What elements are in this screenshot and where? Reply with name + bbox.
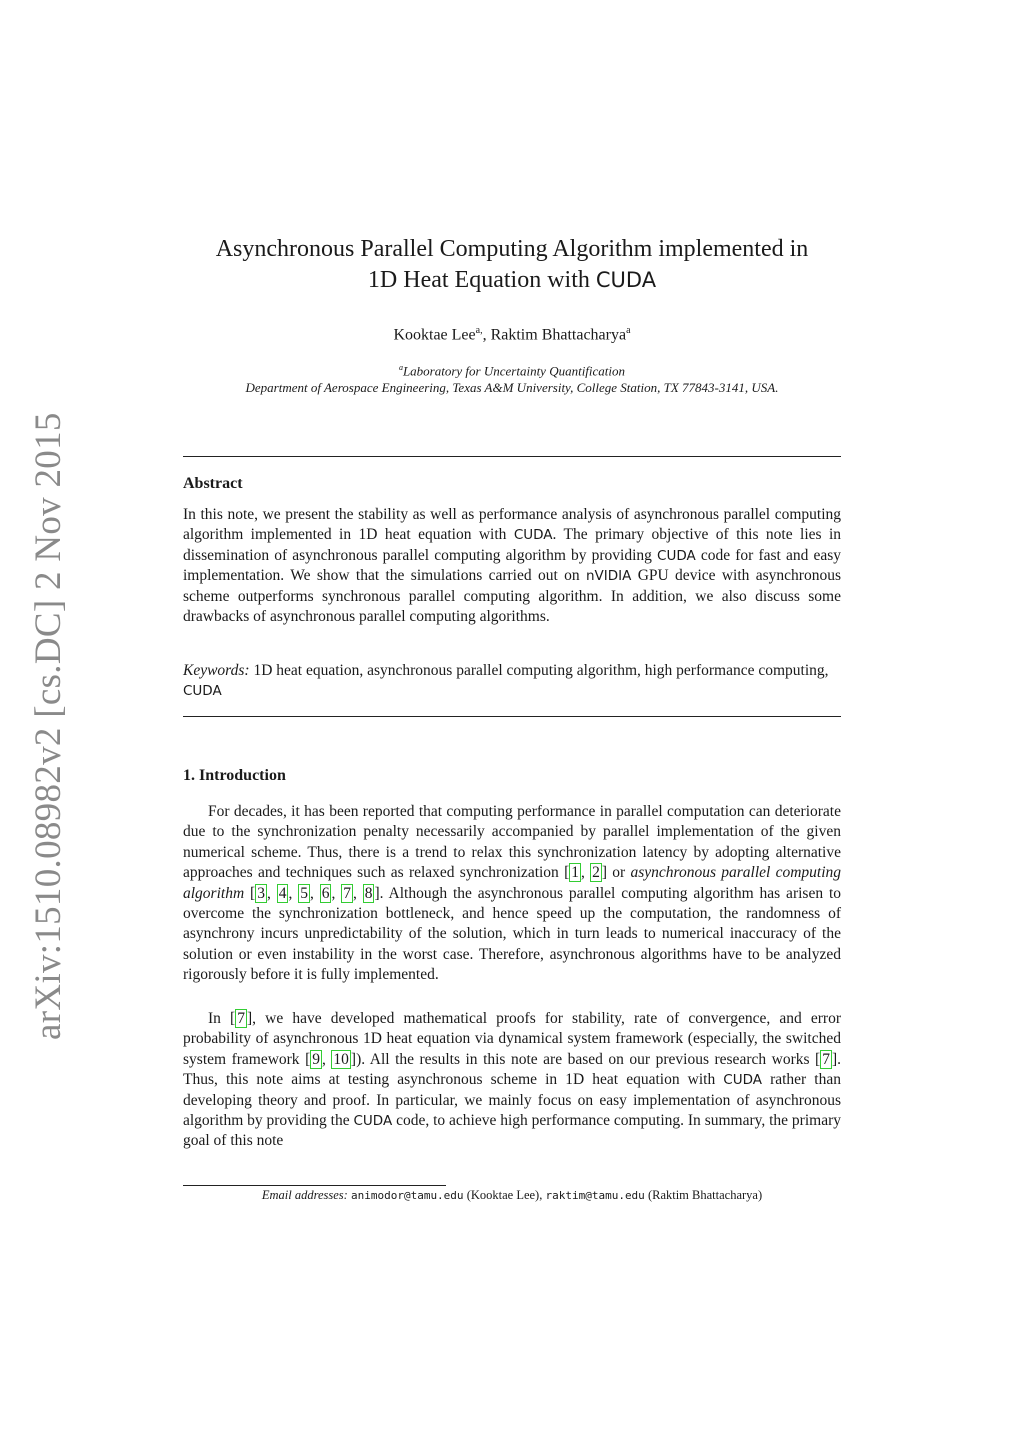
abstract-text-1: In this note, we present the stability as well as performance analysis of asynchronous parallel computing algorithm implemented in 1D heat equation with — [183, 506, 841, 544]
citation-link[interactable]: 7 — [343, 884, 351, 902]
intro-p1-text-b: or — [607, 864, 631, 882]
intro-paragraph-2: In [ 7 ], we have developed mathematical proofs for stability, rate of convergence, and error probability of asynchronous 1D heat equation via dynamical system framework (especially, the switched system framework [ 9 , 10 ]). All the results in this note are based on our previous research works [ 7 ]. Thus, this note aims at testing asynchronous scheme in 1D heat equation with CUDA rather than developing theory and proof. In particular, we mainly focus on easy implementation of asynchronous algorithm by providing the CUDA code, to achieve high performance computing. In summary, the primary goal of this note — [183, 1010, 842, 1150]
keywords-cuda: CUDA — [183, 683, 222, 700]
title-cuda: CUDA — [595, 268, 657, 292]
citation-link[interactable]: 2 — [592, 864, 600, 882]
title-line-1: Asynchronous Parallel Computing Algorithm implemented in — [215, 236, 809, 262]
footnote-emails — [183, 1188, 841, 1203]
intro-p2-text-b: , we have developed mathematical proofs for stability, rate of convergence, and error probability of asynchronous 1D heat equation via dynamical system framework (especially, the switched system framework — [183, 1010, 842, 1068]
footnote-name-1: (Kooktae Lee), — [463, 1188, 546, 1202]
intro-p2-text-f: code, to achieve high performance computing. In summary, the primary goal of this note — [183, 1112, 841, 1150]
citation-link[interactable]: 4 — [278, 884, 287, 902]
section-heading-introduction: 1. Introduction — [183, 767, 286, 784]
keywords — [183, 661, 841, 702]
intro-p1-emphasis: asynchronous parallel computing algorithm — [183, 864, 841, 902]
abstract-top-rule — [183, 456, 841, 457]
intro-p2-text-e: rather than developing theory and proof. In particular, we mainly focus on easy implementation of asynchronous algorithm by providing the — [183, 1071, 841, 1130]
footnote-label: Email addresses: — [261, 1188, 348, 1202]
citation-link[interactable]: 3 — [257, 884, 265, 902]
citation-link[interactable]: 7 — [822, 1050, 830, 1068]
author-list — [150, 325, 874, 344]
intro-p2-text-c: ). All the results in this note are based on our previous research works — [356, 1050, 816, 1068]
keywords-text: 1D heat equation, asynchronous parallel computing algorithm, high performance computing, — [249, 662, 829, 679]
citation-link[interactable]: 1 — [571, 864, 579, 882]
title-line-2 — [150, 265, 874, 296]
intro-p1-text-c: . Although the asynchronous parallel computing algorithm has arisen to overcome the synchronization bottleneck, and hence speed up the computation, the randomness of asynchrony incurs unpredictability of the solution, which in turn leads to numerical inaccuracy of the solution or even instability in the worst case. Therefore, asynchronous algorithms have to be analyzed rigorously before it is fully implemented. — [183, 884, 842, 984]
intro-cuda-1: CUDA — [723, 1072, 762, 1089]
affiliation-lab-text: Laboratory for Uncertainty Quantification — [402, 363, 626, 379]
author-separator: , — [482, 326, 491, 344]
citation-link[interactable]: 7 — [237, 1010, 245, 1027]
abstract-cuda-2: CUDA — [657, 547, 696, 564]
email-link-1[interactable]: animodor@tamu.edu — [350, 1189, 464, 1202]
intro-cuda-2: CUDA — [353, 1113, 393, 1130]
intro-paragraph-1: For decades, it has been reported that computing performance in parallel computation can deteriorate due to the synchronization penalty necessarily accompanied by parallel implementation of the given numerical scheme. Thus, there is a trend to relax this synchronization latency by adopting alternative approaches and techniques such as relaxed synchronization [ 1 , 2 ] or asynchronous parallel computing algorithm [ 3 , 4 , 5 , 6 , 7 , 8 ]. Although the asynchronous parallel computing algorithm has arisen to overcome the synchronization bottleneck, and hence speed up the computation, the randomness of asynchrony incurs unpredictability of the solution, which in turn leads to numerical inaccuracy of the solution or even instability in the worst case. Therefore, asynchronous algorithms have to be analyzed rigorously before it is fully implemented. — [183, 803, 842, 984]
citation-link[interactable]: 6 — [321, 884, 330, 902]
affiliation-mark: a — [398, 363, 403, 372]
keywords-label: Keywords: — [183, 662, 250, 679]
abstract-cuda-1: CUDA — [513, 527, 553, 544]
author-2: Raktim Bhattacharya — [490, 326, 627, 344]
email-link-2[interactable]: raktim@tamu.edu — [545, 1189, 645, 1202]
footnote-rule — [183, 1185, 446, 1186]
abstract-heading: Abstract — [183, 475, 243, 492]
citation-link[interactable]: 9 — [312, 1050, 320, 1068]
arxiv-identifier: arXiv:1510.08982v2 [cs.DC] 2 Nov 2015 — [28, 412, 69, 1040]
footnote-name-2: (Raktim Bhattacharya) — [644, 1188, 763, 1202]
title-line-2-text: 1D Heat Equation with — [367, 267, 596, 293]
abstract-text-3: code for fast and easy implementation. We show that the simulations carried out on — [183, 546, 841, 585]
abstract-text-4: GPU device with asynchronous scheme outperforms synchronous parallel computing algorithm. In addition, we also discuss some drawbacks of asynchronous parallel computing algorithms. — [183, 567, 841, 626]
author-2-affil-mark: a — [626, 325, 631, 336]
abstract-bottom-rule — [183, 716, 841, 717]
intro-p1-text-a: For decades, it has been reported that computing performance in parallel computation can deteriorate due to the synchronization penalty necessarily accompanied by parallel implementation of the given numerical scheme. Thus, there is a trend to relax this synchronization latency by adopting alternative approaches and techniques such as relaxed synchronization — [183, 803, 841, 882]
intro-p2-text-d: . Thus, this note aims at testing asynchronous scheme in 1D heat equation with — [183, 1050, 841, 1089]
paper-title — [150, 234, 874, 296]
affiliation-lab — [150, 363, 874, 379]
citation-link[interactable]: 8 — [364, 884, 373, 902]
abstract-body — [183, 505, 841, 627]
author-1: Kooktae Lee — [393, 326, 476, 344]
affiliation-department: Department of Aerospace Engineering, Texas A&M University, College Station, TX 77843-3141, USA. — [245, 380, 779, 395]
abstract-text-2: . The primary objective of this note lies in dissemination of asynchronous parallel computing algorithm by providing — [183, 526, 842, 564]
intro-p2-text-a: In — [208, 1010, 231, 1027]
citation-link[interactable]: 10 — [333, 1050, 349, 1068]
author-1-affil-mark: a, — [475, 325, 483, 336]
abstract-nvidia: nVIDIA — [585, 568, 632, 585]
citation-link[interactable]: 5 — [300, 884, 308, 902]
